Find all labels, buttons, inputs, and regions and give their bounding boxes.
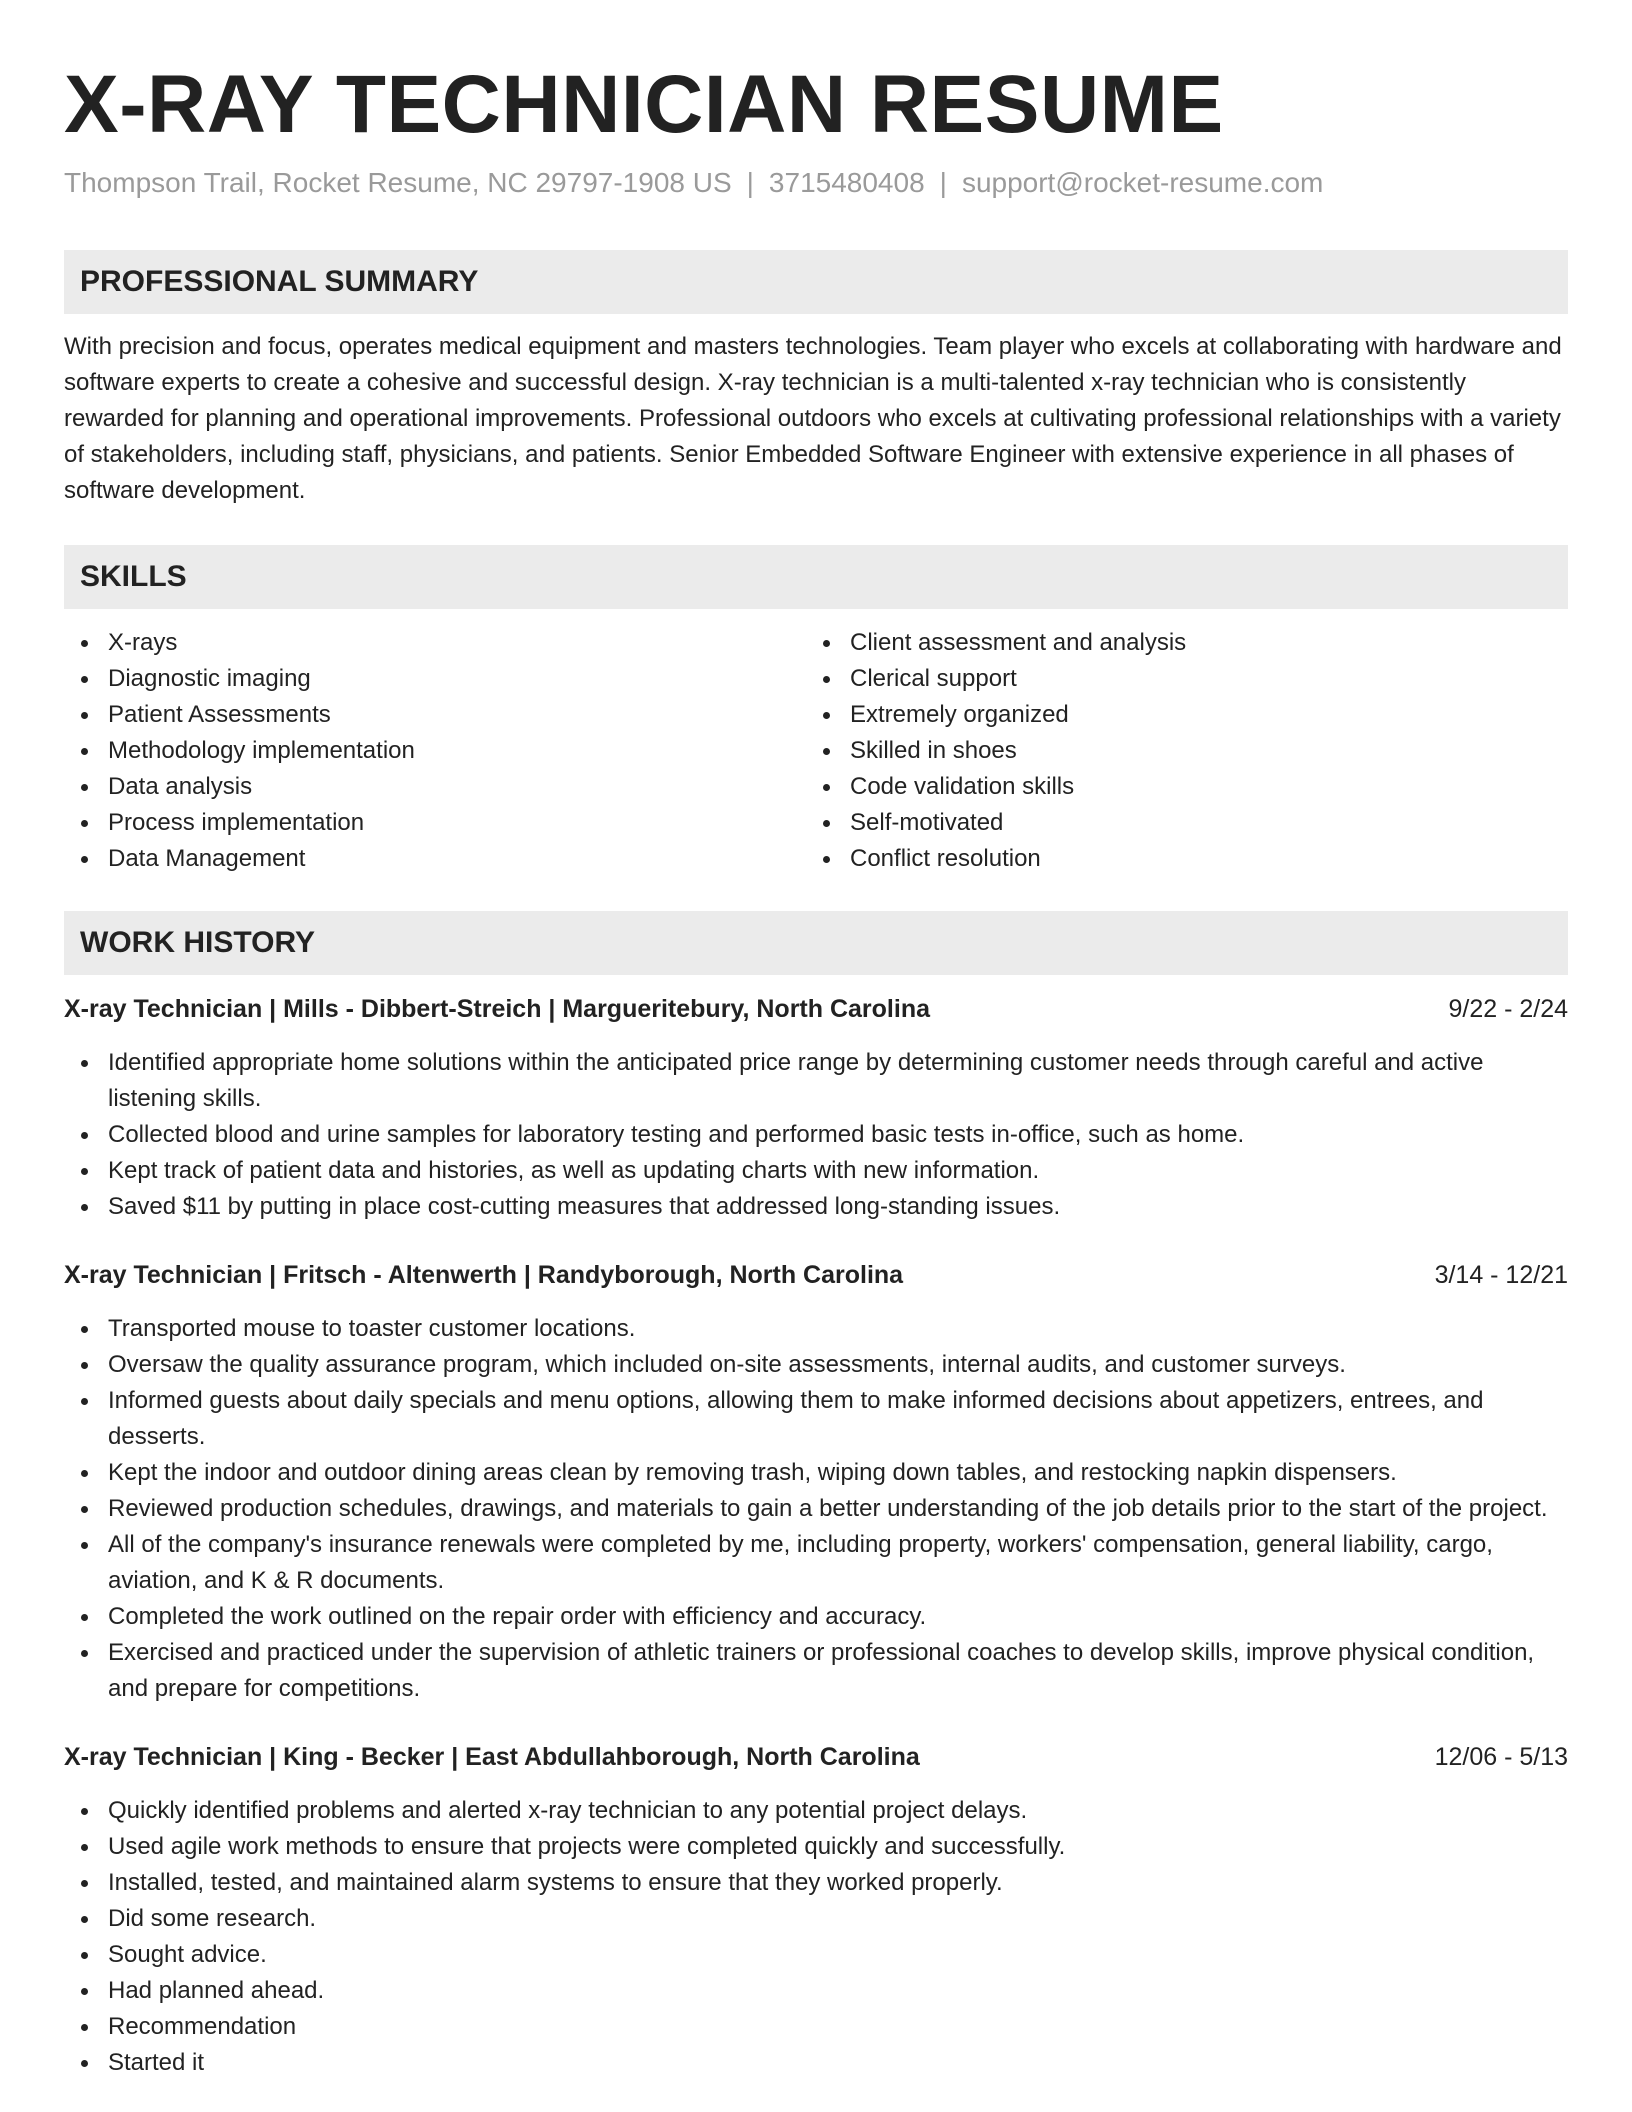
skill-item: Extremely organized xyxy=(806,697,1568,733)
job-dates: 12/06 - 5/13 xyxy=(1434,1743,1568,1771)
job-bullet: Informed guests about daily specials and menu options, allowing them to make informed decisions about appetizers, entrees, and desserts. xyxy=(64,1383,1568,1455)
job-header xyxy=(64,1739,1568,1775)
contact-line xyxy=(64,166,1568,200)
skill-item: Code validation skills xyxy=(806,769,1568,805)
skills-heading: SKILLS xyxy=(64,545,1568,609)
job-bullet: Transported mouse to toaster customer locations. xyxy=(64,1311,1568,1347)
job-bullet: Did some research. xyxy=(64,1901,1568,1937)
job-bullet-list xyxy=(64,1793,1568,2081)
skill-item: Self-motivated xyxy=(806,805,1568,841)
contact-phone: 3715480408 xyxy=(768,167,925,198)
job-bullet: Collected blood and urine samples for laboratory testing and performed basic tests in-office, such as home. xyxy=(64,1117,1568,1153)
job-bullet: Quickly identified problems and alerted x-ray technician to any potential project delays. xyxy=(64,1793,1568,1829)
summary-heading: PROFESSIONAL SUMMARY xyxy=(64,250,1568,314)
skill-item: Methodology implementation xyxy=(64,733,806,769)
job-bullet: Completed the work outlined on the repair order with efficiency and accuracy. xyxy=(64,1599,1568,1635)
job-header xyxy=(64,1257,1568,1293)
job-title: X-ray Technician | Fritsch - Altenwerth | Randyborough, North Carolina xyxy=(64,1261,904,1289)
contact-email: support@rocket-resume.com xyxy=(961,167,1324,198)
skill-item: Conflict resolution xyxy=(806,841,1568,877)
job-bullet: Identified appropriate home solutions within the anticipated price range by determining customer needs through careful and active listening skills. xyxy=(64,1045,1568,1117)
job-bullet: Saved $11 by putting in place cost-cutting measures that addressed long-standing issues. xyxy=(64,1189,1568,1225)
job-dates: 3/14 - 12/21 xyxy=(1434,1261,1568,1289)
job-title: X-ray Technician | King - Becker | East Abdullahborough, North Carolina xyxy=(64,1743,920,1771)
job-bullet: Oversaw the quality assurance program, which included on-site assessments, internal audits, and customer surveys. xyxy=(64,1347,1568,1383)
job-bullet: Kept track of patient data and histories, as well as updating charts with new information. xyxy=(64,1153,1568,1189)
job-bullet: Had planned ahead. xyxy=(64,1973,1568,2009)
skill-item: Client assessment and analysis xyxy=(806,625,1568,661)
job-bullet: Kept the indoor and outdoor dining areas clean by removing trash, wiping down tables, and restocking napkin dispensers. xyxy=(64,1455,1568,1491)
skill-item: Skilled in shoes xyxy=(806,733,1568,769)
skill-item: Data Management xyxy=(64,841,806,877)
contact-address: Thompson Trail, Rocket Resume, NC 29797-1908 US xyxy=(64,167,732,198)
skill-item: X-rays xyxy=(64,625,806,661)
work-history-heading: WORK HISTORY xyxy=(64,911,1568,975)
job-bullet-list xyxy=(64,1045,1568,1225)
skill-item: Clerical support xyxy=(806,661,1568,697)
job-bullet: Exercised and practiced under the supervision of athletic trainers or professional coaches to develop skills, improve physical condition, and prepare for competitions. xyxy=(64,1635,1568,1707)
job-dates: 9/22 - 2/24 xyxy=(1448,995,1568,1023)
skills-list xyxy=(64,625,1568,877)
job-bullet: Reviewed production schedules, drawings, and materials to gain a better understanding of the job details prior to the start of the project. xyxy=(64,1491,1568,1527)
summary-text: With precision and focus, operates medical equipment and masters technologies. Team player who excels at collaborating with hardware and software experts to create a cohesive and successful design. X-ray technician is a multi-talented x-ray technician who is consistently rewarded for planning and operational improvements. Professional outdoors who excels at cultivating professional relationships with a variety of stakeholders, including staff, physicians, and patients. Senior Embedded Software Engineer with extensive experience in all phases of software development. xyxy=(64,333,1562,504)
job-bullet: All of the company's insurance renewals were completed by me, including property, workers' compensation, general liability, cargo, aviation, and K & R documents. xyxy=(64,1527,1568,1599)
job-title: X-ray Technician | Mills - Dibbert-Streich | Margueritebury, North Carolina xyxy=(64,995,930,1023)
contact-separator: | xyxy=(746,167,754,198)
job-bullet: Used agile work methods to ensure that projects were completed quickly and successfully. xyxy=(64,1829,1568,1865)
skill-item: Patient Assessments xyxy=(64,697,806,733)
job-bullet: Sought advice. xyxy=(64,1937,1568,1973)
skill-item: Diagnostic imaging xyxy=(64,661,806,697)
skills-column-left xyxy=(64,625,806,877)
skills-column-right xyxy=(806,625,1568,877)
resume-title: X-RAY TECHNICIAN RESUME xyxy=(64,59,1224,150)
job-bullet: Recommendation xyxy=(64,2009,1568,2045)
job-header xyxy=(64,991,1568,1027)
skill-item: Data analysis xyxy=(64,769,806,805)
resume-page xyxy=(64,0,1568,2081)
skill-item: Process implementation xyxy=(64,805,806,841)
job-bullet: Started it xyxy=(64,2045,1568,2081)
contact-separator: | xyxy=(939,167,947,198)
job-bullet-list xyxy=(64,1311,1568,1707)
job-bullet: Installed, tested, and maintained alarm systems to ensure that they worked properly. xyxy=(64,1865,1568,1901)
